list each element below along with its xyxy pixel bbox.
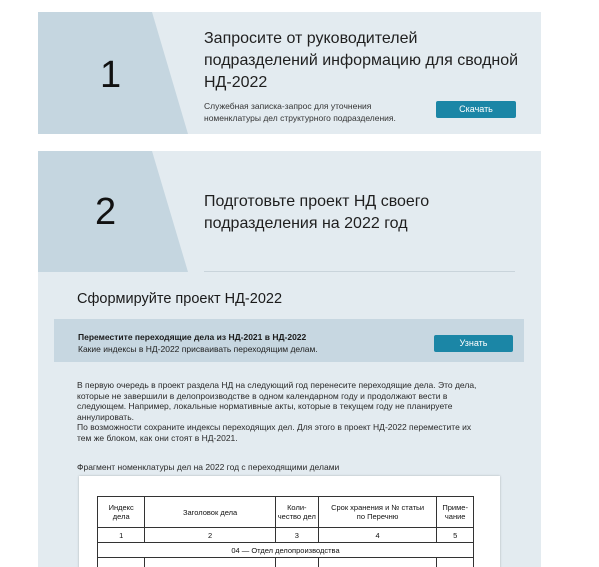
header-retention: Срок хранения и № статьи по Перечню bbox=[318, 497, 437, 528]
paragraph-line: аннулировать. bbox=[77, 411, 134, 422]
step-1-note: Служебная записка-запрос для уточнения номенклатуры дел структурного подразделения. bbox=[204, 101, 396, 123]
table-cell: 5 bbox=[437, 528, 474, 543]
table-row bbox=[98, 558, 474, 567]
table-header-row bbox=[98, 497, 474, 528]
paragraph-line: В первую очередь в проект раздела НД на следующий год перенесите переходящие дела. Это дела, bbox=[77, 380, 477, 390]
learn-button[interactable]: Узнать bbox=[434, 335, 513, 352]
paragraph-line: которые не завершили в делопроизводстве в одном календарном году и продолжают вести в bbox=[77, 390, 448, 401]
paragraph-line: тем же блоком, как они стоят в НД-2021. bbox=[77, 432, 238, 443]
step-1-card bbox=[38, 12, 541, 134]
header-title: Заголовок дела bbox=[145, 497, 275, 528]
body-paragraph bbox=[77, 380, 507, 443]
header-note: Приме- чание bbox=[437, 497, 474, 528]
paragraph-line: следующем. Например, локальные нормативные акты, которые в текущем году не планируете bbox=[77, 401, 453, 411]
nomenclature-table bbox=[97, 496, 474, 567]
header-index: Индекс дела bbox=[98, 497, 145, 528]
step-1-title: Запросите от руководителей подразделений информацию для сводной НД-2022 bbox=[204, 30, 519, 91]
step-2-card bbox=[38, 151, 541, 567]
table-number-row bbox=[98, 528, 474, 543]
table-cell: 3 bbox=[275, 528, 318, 543]
banner-title: Переместите переходящие дела из НД-2021 в НД-2022 bbox=[78, 332, 307, 342]
step-1-number: 1 bbox=[100, 54, 122, 96]
table-cell: 1 bbox=[98, 528, 145, 543]
download-button[interactable]: Скачать bbox=[436, 101, 516, 118]
header-count: Коли- чество дел bbox=[275, 497, 318, 528]
table-cell: 2 bbox=[145, 528, 275, 543]
step-2-title: Подготовьте проект НД своего подразделения на 2022 год bbox=[204, 193, 430, 232]
banner-text: Какие индексы в НД-2022 присваивать переходящим делам. bbox=[78, 344, 318, 354]
group-cell: 04 — Отдел делопроизводства bbox=[98, 543, 474, 558]
table-caption: Фрагмент номенклатуры дел на 2022 год с переходящими делами bbox=[77, 462, 340, 472]
step-2-number: 2 bbox=[95, 191, 117, 233]
table-cell: 4 bbox=[318, 528, 437, 543]
table-group-row bbox=[98, 543, 474, 558]
paragraph-line: По возможности сохраните индексы переходящих дел. Для этого в проект НД-2022 переместите их bbox=[77, 422, 472, 432]
document-fragment bbox=[79, 476, 500, 567]
section-title: Сформируйте проект НД-2022 bbox=[77, 291, 283, 307]
divider bbox=[204, 271, 515, 272]
